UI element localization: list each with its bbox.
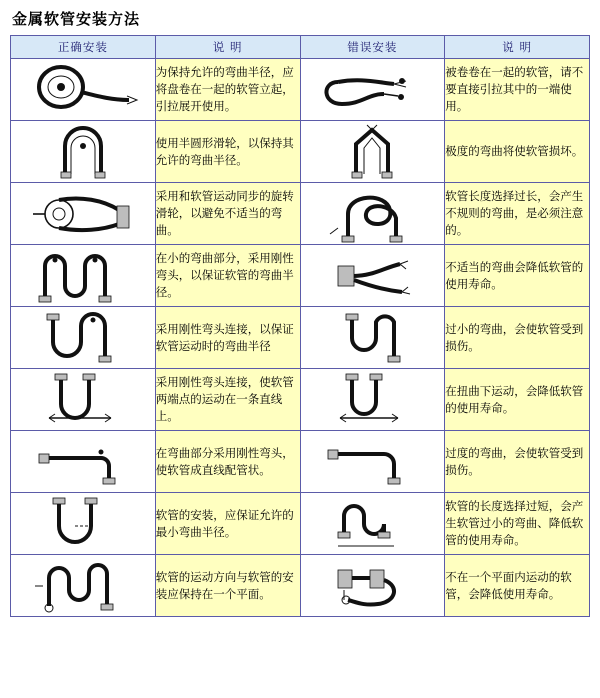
table-row [11,369,590,431]
correct-description-9: 软管的运动方向与软管的安装应保持在一个平面。 [155,555,300,617]
coiled-hose-pulled-wrong-icon [308,60,436,120]
coiled-hose-standing-correct-icon [19,60,147,120]
wrong-illustration-1 [300,59,445,121]
correct-description-5: 采用刚性弯头连接，以保证软管运动时的弯曲半径 [155,307,300,369]
wrong-description-2: 极度的弯曲将使软管损坏。 [445,121,590,183]
too-small-bend-wrong-icon [308,308,436,368]
semicircle-pulley-correct-icon [19,122,147,182]
correct-illustration-5 [11,307,156,369]
elbow-straight-pipe-correct-icon [19,432,147,492]
table-row [11,493,590,555]
table-row [11,183,590,245]
twist-motion-wrong-icon [308,370,436,430]
rigid-elbow-straight-line-correct-icon [19,370,147,430]
wrong-description-3: 软管长度选择过长，会产生不规则的弯曲，是必须注意的。 [445,183,590,245]
wrong-description-7: 过度的弯曲，会使软管受到损伤。 [445,431,590,493]
wrong-illustration-5 [300,307,445,369]
correct-illustration-4 [11,245,156,307]
correct-description-6: 采用刚性弯头连接，使软管两端点的运动在一条直线上。 [155,369,300,431]
wrong-illustration-8 [300,493,445,555]
header-correct-install: 正确安装 [11,36,156,59]
sharp-bend-pulley-wrong-icon [308,122,436,182]
header-wrong-desc: 说 明 [445,36,590,59]
same-plane-motion-correct-icon [19,556,147,616]
correct-illustration-9 [11,555,156,617]
header-wrong-install: 错误安装 [300,36,445,59]
correct-illustration-8 [11,493,156,555]
correct-description-2: 使用半圆形滑轮，以保持其允许的弯曲半径。 [155,121,300,183]
table-row [11,431,590,493]
wrong-description-9: 不在一个平面内运动的软管，会降低使用寿命。 [445,555,590,617]
wrong-illustration-7 [300,431,445,493]
wrong-description-8: 软管的长度选择过短，会产生软管过小的弯曲、降低软管的使用寿命。 [445,493,590,555]
wrong-illustration-4 [300,245,445,307]
wrong-description-6: 在扭曲下运动，会降低软管的使用寿命。 [445,369,590,431]
table-row [11,121,590,183]
correct-description-7: 在弯曲部分采用刚性弯头，使软管成直线配管状。 [155,431,300,493]
correct-description-4: 在小的弯曲部分，采用刚性弯头，以保证软管的弯曲半径。 [155,245,300,307]
correct-illustration-7 [11,431,156,493]
rigid-elbow-small-bend-correct-icon [19,246,147,306]
table-header [11,36,590,59]
wrong-description-1: 被卷卷在一起的软管，请不要直接引拉其中的一端使用。 [445,59,590,121]
correct-description-3: 采用和软管运动同步的旋转滑轮，以避免不适当的弯曲。 [155,183,300,245]
hose-too-long-wrong-icon [308,184,436,244]
wrong-illustration-6 [300,369,445,431]
table-body [11,59,590,617]
correct-description-1: 为保持允许的弯曲半径，应将盘卷在一起的软管立起，引拉展开使用。 [155,59,300,121]
rotating-pulley-sync-correct-icon [19,184,147,244]
correct-illustration-1 [11,59,156,121]
hose-length-too-long-wrong-icon [308,494,436,554]
rigid-elbow-connection-correct-icon [19,308,147,368]
header-correct-desc: 说 明 [155,36,300,59]
correct-illustration-3 [11,183,156,245]
min-bend-radius-correct-icon [19,494,147,554]
table-row [11,245,590,307]
correct-illustration-2 [11,121,156,183]
wrong-description-4: 不适当的弯曲会降低软管的使用寿命。 [445,245,590,307]
wrong-illustration-3 [300,183,445,245]
hose-installation-table [10,35,590,617]
out-of-plane-motion-wrong-icon [308,556,436,616]
wrong-illustration-2 [300,121,445,183]
excessive-bend-wrong-icon [308,432,436,492]
wrong-illustration-9 [300,555,445,617]
correct-illustration-6 [11,369,156,431]
improper-bend-wrong-icon [308,246,436,306]
table-row [11,59,590,121]
table-row [11,555,590,617]
table-row [11,307,590,369]
correct-description-8: 软管的安装，应保证允许的最小弯曲半径。 [155,493,300,555]
page-title: 金属软管安装方法 [12,10,141,28]
header-row [11,36,590,59]
wrong-description-5: 过小的弯曲，会使软管受到损伤。 [445,307,590,369]
